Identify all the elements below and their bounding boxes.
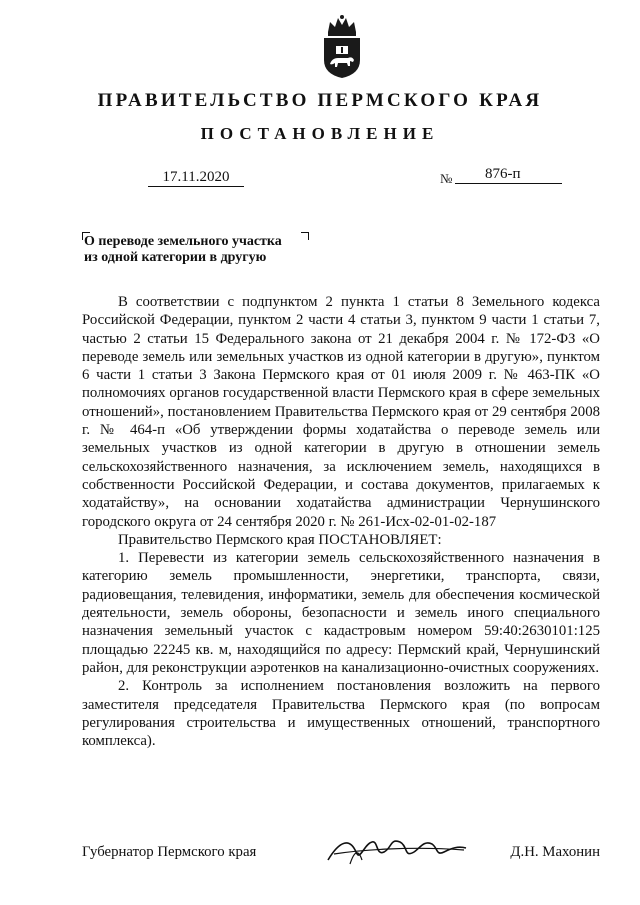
- document-date: 17.11.2020: [148, 168, 244, 187]
- subject-line-1: О переводе земельного участка: [84, 234, 282, 249]
- document-body: [82, 293, 600, 750]
- organization-title: ПРАВИТЕЛЬСТВО ПЕРМСКОГО КРАЯ: [97, 90, 543, 111]
- clause-1-paragraph: 1. Перевести из категории земель сельскохозяйственного назначения в категорию земель промышленности, энергетики, транспорта, связи, радиовещания, телевидения, информатики, земель для обеспечения космической деятельности, земель обороны, безопасности и земель иного специального назначения земельный участок с кадастровым номером 59:40:2630101:125 площадью 22245 кв. м, находящийся по адресу: Пермский край, Чернушинский район, для реконструкции аэротенков на канализационно-очистных сооружениях.: [82, 550, 600, 676]
- document-number: 876-п: [485, 166, 521, 182]
- document-type: ПОСТАНОВЛЕНИЕ: [200, 124, 440, 143]
- number-sign: №: [440, 171, 453, 186]
- signer-position: Губернатор Пермского края: [82, 844, 257, 860]
- resolution-paragraph: Правительство Пермского края ПОСТАНОВЛЯЕТ:: [118, 531, 442, 548]
- signature-icon: [320, 830, 470, 870]
- signature-block: [82, 844, 600, 874]
- signer-name: Д.Н. Махонин: [510, 844, 600, 860]
- document-number-field: [455, 165, 562, 184]
- clause-2-paragraph: 2. Контроль за исполнением постановления возложить на первого заместителя председателя Правительства Пермского края (по вопросам регулирования строительства и имущественных отношений, транспортного комплекса).: [82, 678, 600, 750]
- preamble-paragraph: В соответствии с подпунктом 2 пункта 1 статьи 8 Земельного кодекса Российской Федерации, пунктом 2 части 4 статьи 3, пунктом 9 части 1 статьи 7, частью 2 статьи 15 Федерального закона от 21 декабря 2004 г. № 172-ФЗ «О переводе земель или земельных участков из одной категории в другую», пунктом 6 части 1 статьи 3 Закона Пермского края от 01 июля 2009 г. № 463-ПК «О полномочиях органов государственной власти Пермского края в сфере земельных отношений», постановлением Правительства Пермского края от 29 сентября 2008 г. № 464-п «Об утверждении формы ходатайства о переводе земель или земельных участков из одной категории в другую в отношении земель сельскохозяйственного назначения, за исключением земель, находящихся в собственности Российской Федерации, и состава документов, прилагаемых к ходатайству», на основании ходатайства администрации Чернушинского городского округа от 24 сентября 2020 г. № 261-Исх-02-01-02-187: [82, 294, 600, 530]
- document-subject: [84, 234, 314, 266]
- subject-line-2: из одной категории в другую: [84, 250, 267, 265]
- coat-of-arms-icon: [318, 14, 366, 80]
